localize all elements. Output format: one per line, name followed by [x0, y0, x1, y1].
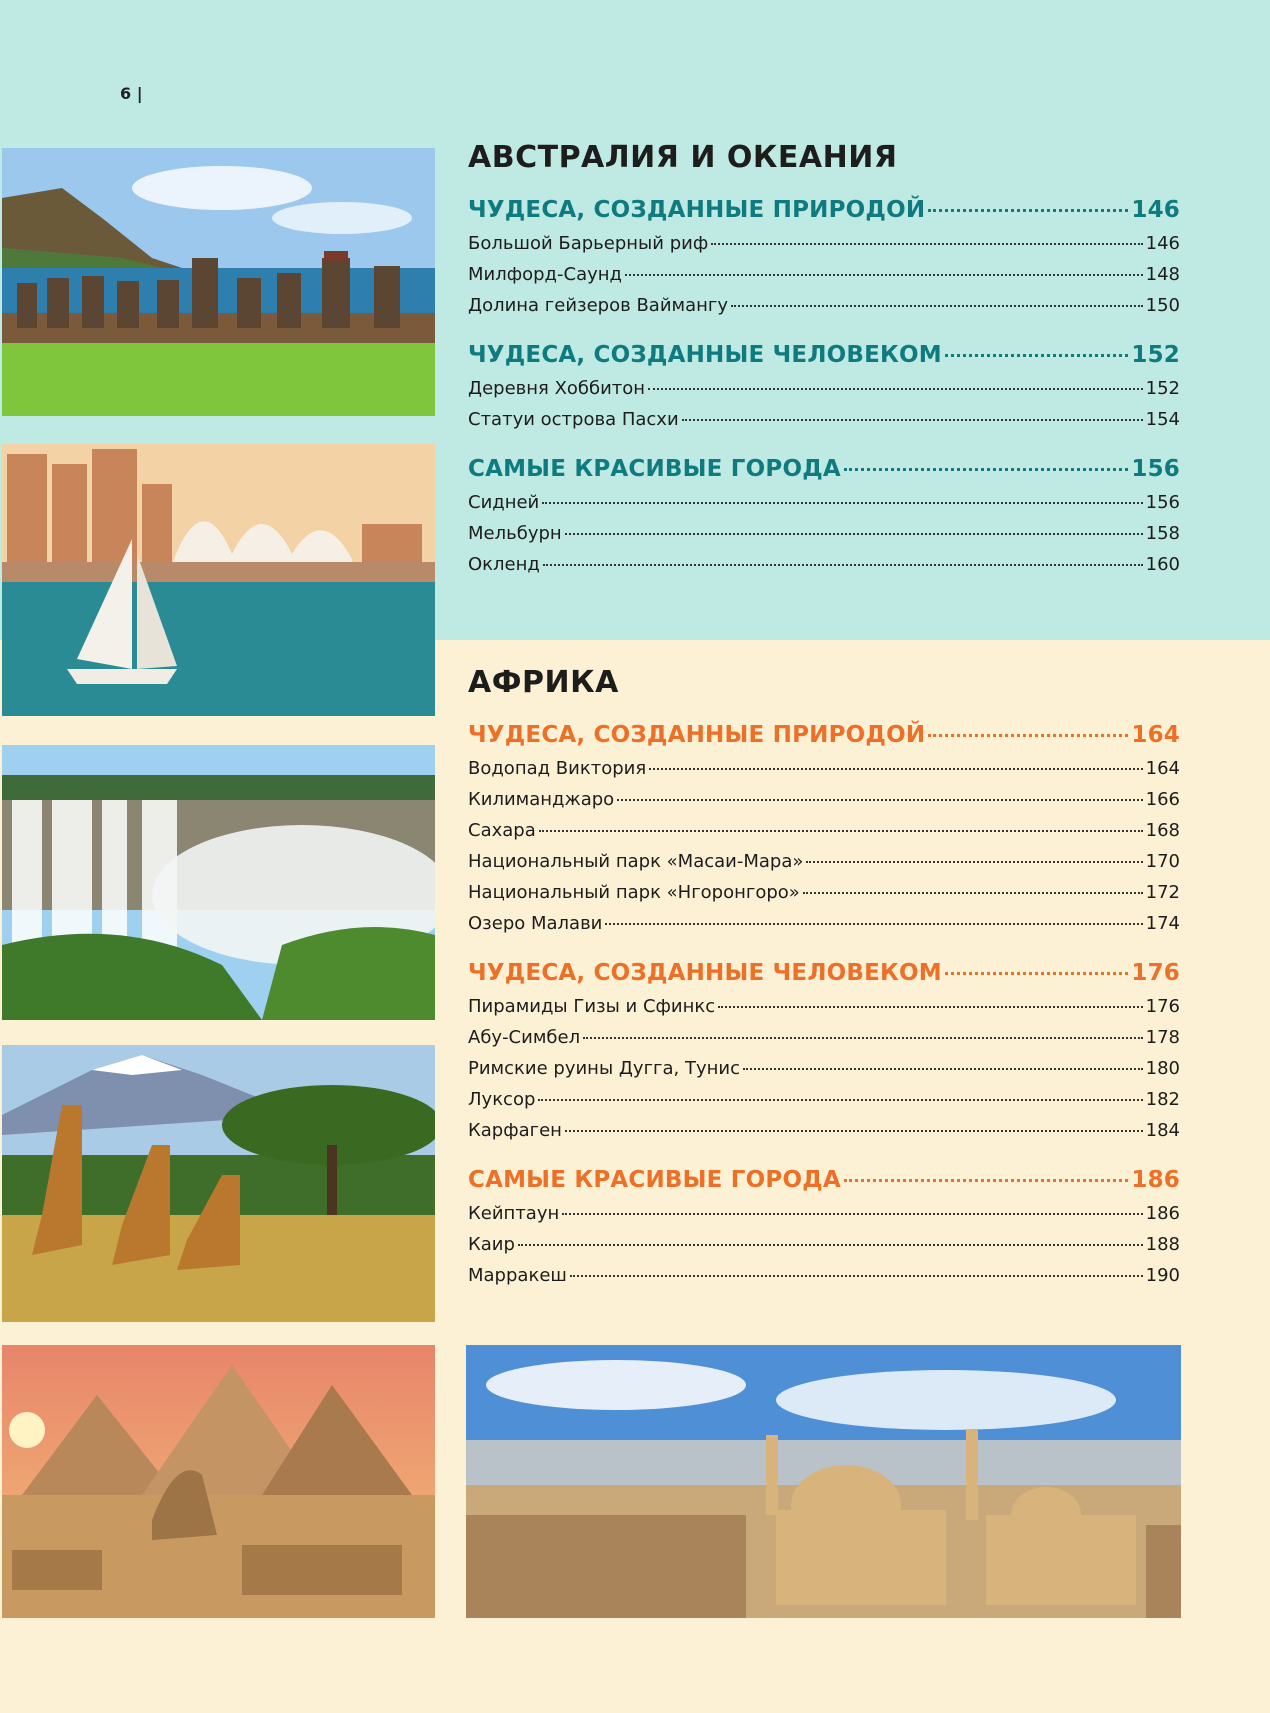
category-heading[interactable] [468, 1167, 1180, 1193]
category-title: ЧУДЕСА, СОЗДАННЫЕ ЧЕЛОВЕКОМ [468, 960, 942, 986]
entry-page: 166 [1145, 789, 1180, 810]
category-title: ЧУДЕСА, СОЗДАННЫЕ ЧЕЛОВЕКОМ [468, 342, 942, 368]
victoria-falls-photo [2, 745, 435, 1020]
category-page: 152 [1131, 342, 1180, 368]
toc-entry[interactable] [468, 820, 1180, 851]
toc-entry[interactable] [468, 1089, 1180, 1120]
entry-page: 180 [1145, 1058, 1180, 1079]
entry-title: Кейптаун [468, 1203, 560, 1224]
leader-dots [538, 1099, 1142, 1101]
region-title-oceania: АВСТРАЛИЯ И ОКЕАНИЯ [468, 140, 898, 175]
toc-entry[interactable] [468, 409, 1180, 440]
entry-title: Статуи острова Пасхи [468, 409, 679, 430]
entry-page: 164 [1145, 758, 1180, 779]
toc-entry[interactable] [468, 378, 1180, 409]
entry-title: Луксор [468, 1089, 536, 1110]
leader-dots [718, 1006, 1143, 1008]
category-heading[interactable] [468, 197, 1180, 223]
group-cities [468, 456, 1180, 585]
entry-title: Марракеш [468, 1265, 567, 1286]
africa-section [468, 665, 1180, 1312]
entry-page: 170 [1145, 851, 1180, 872]
region-title-africa: АФРИКА [468, 665, 619, 700]
category-title: САМЫЕ КРАСИВЫЕ ГОРОДА [468, 1167, 841, 1193]
toc-entry[interactable] [468, 1203, 1180, 1234]
entry-page: 186 [1145, 1203, 1180, 1224]
leader-dots [518, 1244, 1143, 1246]
leader-dots [682, 419, 1143, 421]
entry-page: 154 [1145, 409, 1180, 430]
entry-title: Национальный парк «Масаи-Мара» [468, 851, 804, 872]
toc-entry[interactable] [468, 882, 1180, 913]
entry-title: Озеро Малави [468, 913, 603, 934]
toc-entry[interactable] [468, 233, 1180, 264]
toc-entry[interactable] [468, 523, 1180, 554]
category-page: 176 [1131, 960, 1180, 986]
toc-entry[interactable] [468, 264, 1180, 295]
entry-title: Милфорд-Саунд [468, 264, 622, 285]
toc-entry[interactable] [468, 1265, 1180, 1296]
toc-entry[interactable] [468, 851, 1180, 882]
category-page: 146 [1131, 197, 1180, 223]
category-page: 156 [1131, 456, 1180, 482]
category-page: 186 [1131, 1167, 1180, 1193]
category-page: 164 [1131, 722, 1180, 748]
easter-island-photo [2, 148, 435, 416]
entry-page: 184 [1145, 1120, 1180, 1141]
kilimanjaro-giraffes-photo [2, 1045, 435, 1322]
category-heading[interactable] [468, 722, 1180, 748]
leader-dots [945, 354, 1128, 357]
leader-dots [928, 209, 1128, 212]
oceania-section [468, 140, 1180, 601]
giza-pyramids-photo [2, 1345, 435, 1618]
leader-dots [928, 734, 1128, 737]
entry-page: 188 [1145, 1234, 1180, 1255]
toc-entry[interactable] [468, 996, 1180, 1027]
toc-entry[interactable] [468, 758, 1180, 789]
entry-title: Мельбурн [468, 523, 562, 544]
leader-dots [565, 1130, 1143, 1132]
toc-entry[interactable] [468, 295, 1180, 326]
leader-dots [649, 768, 1142, 770]
entry-page: 148 [1145, 264, 1180, 285]
entry-page: 152 [1145, 378, 1180, 399]
entry-page: 190 [1145, 1265, 1180, 1286]
group-nature [468, 197, 1180, 326]
entry-page: 160 [1145, 554, 1180, 575]
category-heading[interactable] [468, 342, 1180, 368]
toc-entry[interactable] [468, 554, 1180, 585]
category-heading[interactable] [468, 456, 1180, 482]
toc-entry[interactable] [468, 492, 1180, 523]
leader-dots [844, 468, 1128, 471]
group-cities [468, 1167, 1180, 1296]
leader-dots [711, 243, 1142, 245]
leader-dots [844, 1179, 1128, 1182]
leader-dots [570, 1275, 1143, 1277]
toc-entry[interactable] [468, 913, 1180, 944]
leader-dots [803, 892, 1143, 894]
toc-entry[interactable] [468, 1120, 1180, 1151]
entry-title: Национальный парк «Нгоронгоро» [468, 882, 800, 903]
group-nature [468, 722, 1180, 944]
leader-dots [583, 1037, 1143, 1039]
category-title: САМЫЕ КРАСИВЫЕ ГОРОДА [468, 456, 841, 482]
leader-dots [731, 305, 1143, 307]
entry-title: Пирамиды Гизы и Сфинкс [468, 996, 716, 1017]
entry-title: Окленд [468, 554, 540, 575]
leader-dots [565, 533, 1143, 535]
entry-title: Килиманджаро [468, 789, 615, 810]
leader-dots [542, 502, 1142, 504]
leader-dots [625, 274, 1143, 276]
entry-title: Сахара [468, 820, 536, 841]
toc-entry[interactable] [468, 1234, 1180, 1265]
toc-entry[interactable] [468, 1027, 1180, 1058]
entry-page: 172 [1145, 882, 1180, 903]
leader-dots [539, 830, 1143, 832]
entry-page: 150 [1145, 295, 1180, 316]
category-title: ЧУДЕСА, СОЗДАННЫЕ ПРИРОДОЙ [468, 722, 926, 748]
category-title: ЧУДЕСА, СОЗДАННЫЕ ПРИРОДОЙ [468, 197, 926, 223]
entry-title: Карфаген [468, 1120, 562, 1141]
toc-entry[interactable] [468, 1058, 1180, 1089]
entry-title: Каир [468, 1234, 515, 1255]
leader-dots [648, 388, 1143, 390]
entry-title: Сидней [468, 492, 540, 513]
leader-dots [617, 799, 1142, 801]
entry-title: Большой Барьерный риф [468, 233, 709, 254]
leader-dots [945, 972, 1128, 975]
group-man-made [468, 960, 1180, 1151]
cairo-panorama-photo [466, 1345, 1181, 1618]
entry-title: Абу-Симбел [468, 1027, 581, 1048]
entry-page: 178 [1145, 1027, 1180, 1048]
sydney-opera-house-photo [2, 444, 435, 716]
leader-dots [562, 1213, 1142, 1215]
entry-title: Римские руины Дугга, Тунис [468, 1058, 740, 1079]
entry-page: 158 [1145, 523, 1180, 544]
entry-title: Деревня Хоббитон [468, 378, 646, 399]
entry-page: 182 [1145, 1089, 1180, 1110]
entry-page: 156 [1145, 492, 1180, 513]
entry-title: Водопад Виктория [468, 758, 647, 779]
entry-title: Долина гейзеров Ваймангу [468, 295, 729, 316]
page-number: 6 | [120, 84, 143, 103]
entry-page: 168 [1145, 820, 1180, 841]
leader-dots [806, 861, 1142, 863]
entry-page: 174 [1145, 913, 1180, 934]
entry-page: 146 [1145, 233, 1180, 254]
leader-dots [543, 564, 1143, 566]
leader-dots [605, 923, 1142, 925]
category-heading[interactable] [468, 960, 1180, 986]
leader-dots [743, 1068, 1143, 1070]
group-man-made [468, 342, 1180, 440]
toc-entry[interactable] [468, 789, 1180, 820]
entry-page: 176 [1145, 996, 1180, 1017]
